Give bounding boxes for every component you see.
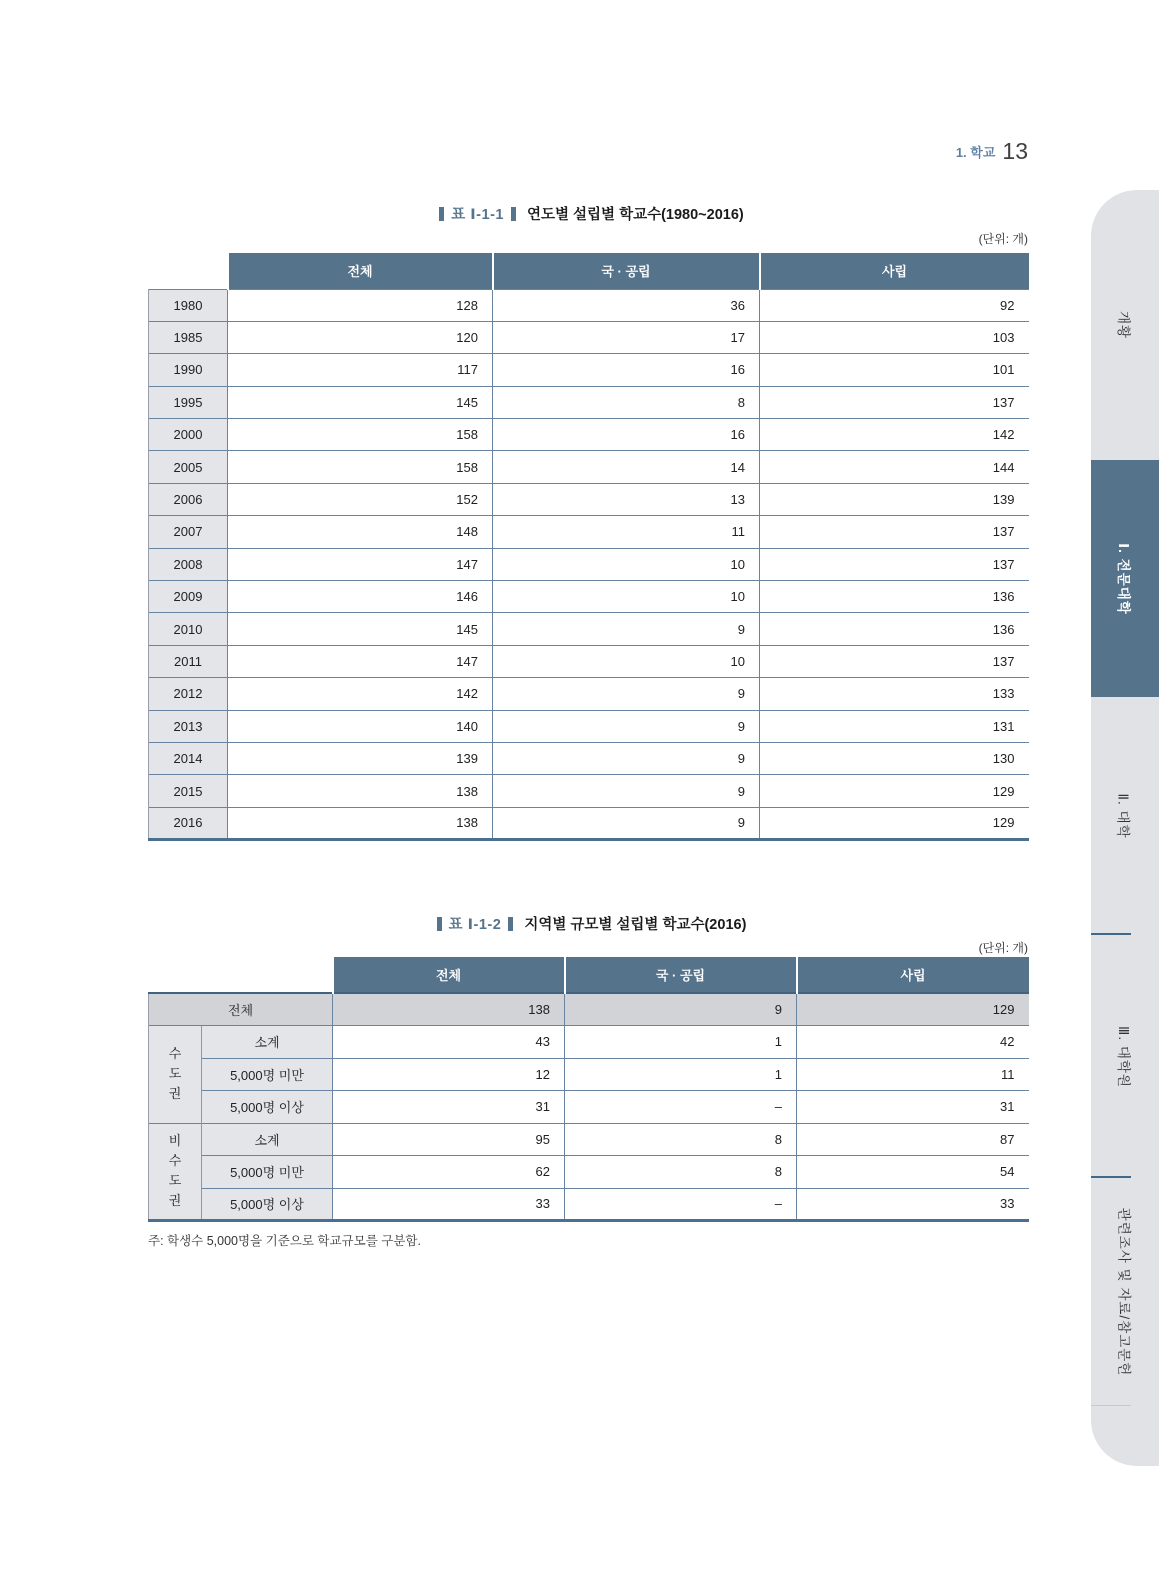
tab-label: Ⅰ. 전문대학 (1116, 542, 1132, 615)
value-cell: 152 (228, 483, 493, 515)
year-label: 1985 (149, 321, 228, 353)
value-cell: 103 (760, 321, 1029, 353)
table1-title-prefix: 표 Ⅰ-1-1 (451, 207, 504, 223)
tab-graduate-school[interactable] (1091, 935, 1159, 1178)
value-cell: 36 (493, 289, 760, 321)
value-cell: 139 (760, 483, 1029, 515)
table-row (149, 710, 1029, 742)
value-cell: 128 (228, 289, 493, 321)
title-bar-icon (511, 207, 516, 221)
table-row (149, 775, 1029, 807)
table-row (149, 321, 1029, 353)
value-cell: 131 (760, 710, 1029, 742)
value-cell: 9 (493, 613, 760, 645)
value-cell: 138 (333, 993, 565, 1026)
year-label: 2009 (149, 581, 228, 613)
tab-divider (1091, 933, 1131, 935)
value-cell: 17 (493, 321, 760, 353)
table-row (149, 419, 1029, 451)
value-cell: 145 (228, 613, 493, 645)
col-national-public: 국 · 공립 (493, 253, 760, 289)
value-cell: 8 (565, 1156, 797, 1189)
tab-university[interactable] (1091, 697, 1159, 935)
value-cell: 137 (760, 645, 1029, 677)
value-cell: 42 (797, 1026, 1029, 1059)
tab-label: 관련조사 및 자료/참고문헌 (1116, 1207, 1132, 1377)
value-cell: 14 (493, 451, 760, 483)
value-cell: 87 (797, 1123, 1029, 1156)
table-row (149, 516, 1029, 548)
col-private: 사립 (760, 253, 1029, 289)
value-cell: 139 (228, 742, 493, 774)
value-cell: 120 (228, 321, 493, 353)
value-cell: 33 (797, 1188, 1029, 1221)
tab-overview[interactable] (1091, 190, 1159, 460)
table1-title (148, 203, 1028, 224)
value-cell: 137 (760, 386, 1029, 418)
value-cell: 92 (760, 289, 1029, 321)
table-regional-schools (148, 957, 1029, 1222)
table-row (149, 678, 1029, 710)
value-cell: 10 (493, 548, 760, 580)
col-total: 전체 (333, 957, 565, 993)
page-number: 13 (1002, 138, 1028, 164)
size-label: 소계 (202, 1123, 333, 1156)
value-cell: – (565, 1188, 797, 1221)
year-label: 2015 (149, 775, 228, 807)
year-label: 1980 (149, 289, 228, 321)
year-label: 2016 (149, 807, 228, 839)
table-row (149, 1026, 1029, 1059)
size-label: 5,000명 미만 (202, 1058, 333, 1091)
value-cell: 117 (228, 354, 493, 386)
value-cell: 146 (228, 581, 493, 613)
col-private: 사립 (797, 957, 1029, 993)
value-cell: 142 (760, 419, 1029, 451)
value-cell: 142 (228, 678, 493, 710)
tab-label: Ⅱ. 대학 (1115, 793, 1131, 839)
table1-unit-label: (단위: 개) (978, 232, 1028, 246)
table2-unit-label: (단위: 개) (978, 941, 1028, 955)
table1-header-row (149, 253, 1029, 289)
table2-header-row (149, 957, 1029, 993)
value-cell: 10 (493, 581, 760, 613)
col-total: 전체 (228, 253, 493, 289)
table-row (149, 548, 1029, 580)
year-label: 2011 (149, 645, 228, 677)
year-label: 2000 (149, 419, 228, 451)
value-cell: 12 (333, 1058, 565, 1091)
value-cell: 1 (565, 1026, 797, 1059)
year-label: 2006 (149, 483, 228, 515)
table-row (149, 1156, 1029, 1189)
table-row (149, 645, 1029, 677)
value-cell: 137 (760, 548, 1029, 580)
page-header (148, 138, 1028, 165)
size-label: 5,000명 미만 (202, 1156, 333, 1189)
value-cell: 129 (760, 807, 1029, 839)
year-label: 2013 (149, 710, 228, 742)
value-cell: 9 (493, 775, 760, 807)
table-row (149, 1091, 1029, 1124)
value-cell: 147 (228, 548, 493, 580)
tab-divider (1091, 1176, 1131, 1178)
value-cell: 147 (228, 645, 493, 677)
table2-body (149, 993, 1029, 1221)
table1-body (149, 289, 1029, 840)
value-cell: 16 (493, 354, 760, 386)
value-cell: 137 (760, 516, 1029, 548)
value-cell: 31 (333, 1091, 565, 1124)
region-label: 수 도 권 (149, 1026, 202, 1124)
section-label: 1. 학교 (955, 145, 996, 160)
tab-label: 개황 (1116, 310, 1131, 340)
value-cell: 54 (797, 1156, 1029, 1189)
year-label: 2008 (149, 548, 228, 580)
value-cell: 158 (228, 419, 493, 451)
table1-title-text: 연도별 설립별 학교수(1980~2016) (526, 207, 744, 223)
value-cell: 130 (760, 742, 1029, 774)
year-label: 1990 (149, 354, 228, 386)
tab-divider (1091, 1405, 1131, 1406)
value-cell: 138 (228, 775, 493, 807)
total-row (149, 993, 1029, 1026)
value-cell: 1 (565, 1058, 797, 1091)
value-cell: 9 (493, 678, 760, 710)
value-cell: 31 (797, 1091, 1029, 1124)
value-cell: – (565, 1091, 797, 1124)
header-spacer (149, 957, 333, 993)
value-cell: 62 (333, 1156, 565, 1189)
value-cell: 136 (760, 613, 1029, 645)
table2-title-prefix: 표 Ⅰ-1-2 (448, 917, 502, 933)
title-bar-icon (439, 207, 444, 221)
value-cell: 133 (760, 678, 1029, 710)
table2-footnote: 주: 학생수 5,000명을 기준으로 학교규모를 구분함. (148, 1234, 421, 1248)
size-label: 5,000명 이상 (202, 1091, 333, 1124)
title-bar-icon (508, 917, 513, 931)
value-cell: 95 (333, 1123, 565, 1156)
value-cell: 11 (493, 516, 760, 548)
table-row (149, 1123, 1029, 1156)
year-label: 2012 (149, 678, 228, 710)
table-row (149, 483, 1029, 515)
value-cell: 140 (228, 710, 493, 742)
value-cell: 10 (493, 645, 760, 677)
table-row (149, 386, 1029, 418)
value-cell: 158 (228, 451, 493, 483)
header-spacer (149, 253, 228, 289)
tab-junior-college[interactable] (1091, 460, 1159, 697)
value-cell: 8 (565, 1123, 797, 1156)
value-cell: 9 (565, 993, 797, 1026)
region-label: 비 수 도 권 (149, 1123, 202, 1221)
year-label: 2014 (149, 742, 228, 774)
table-row (149, 742, 1029, 774)
value-cell: 13 (493, 483, 760, 515)
year-label: 1995 (149, 386, 228, 418)
total-row-label: 전체 (149, 993, 333, 1026)
tab-label: Ⅲ. 대학원 (1116, 1025, 1131, 1088)
value-cell: 145 (228, 386, 493, 418)
value-cell: 9 (493, 710, 760, 742)
table-row (149, 613, 1029, 645)
value-cell: 101 (760, 354, 1029, 386)
value-cell: 148 (228, 516, 493, 548)
year-label: 2007 (149, 516, 228, 548)
col-national-public: 국 · 공립 (565, 957, 797, 993)
value-cell: 136 (760, 581, 1029, 613)
table-row (149, 451, 1029, 483)
table-row (149, 289, 1029, 321)
table-row (149, 807, 1029, 839)
table2-title (148, 913, 1028, 934)
value-cell: 43 (333, 1026, 565, 1059)
size-label: 소계 (202, 1026, 333, 1059)
value-cell: 129 (797, 993, 1029, 1026)
table-row (149, 581, 1029, 613)
value-cell: 8 (493, 386, 760, 418)
value-cell: 33 (333, 1188, 565, 1221)
value-cell: 144 (760, 451, 1029, 483)
value-cell: 11 (797, 1058, 1029, 1091)
table-row (149, 1058, 1029, 1091)
value-cell: 9 (493, 742, 760, 774)
value-cell: 138 (228, 807, 493, 839)
size-label: 5,000명 이상 (202, 1188, 333, 1221)
table2-title-text: 지역별 규모별 설립별 학교수(2016) (524, 917, 747, 933)
value-cell: 16 (493, 419, 760, 451)
table-row (149, 354, 1029, 386)
table-yearly-schools (148, 253, 1029, 841)
table-row (149, 1188, 1029, 1221)
value-cell: 9 (493, 807, 760, 839)
value-cell: 129 (760, 775, 1029, 807)
year-label: 2010 (149, 613, 228, 645)
title-bar-icon (437, 917, 442, 931)
tab-related-surveys[interactable] (1091, 1178, 1159, 1406)
sidebar-tab-strip (1091, 190, 1159, 1466)
year-label: 2005 (149, 451, 228, 483)
